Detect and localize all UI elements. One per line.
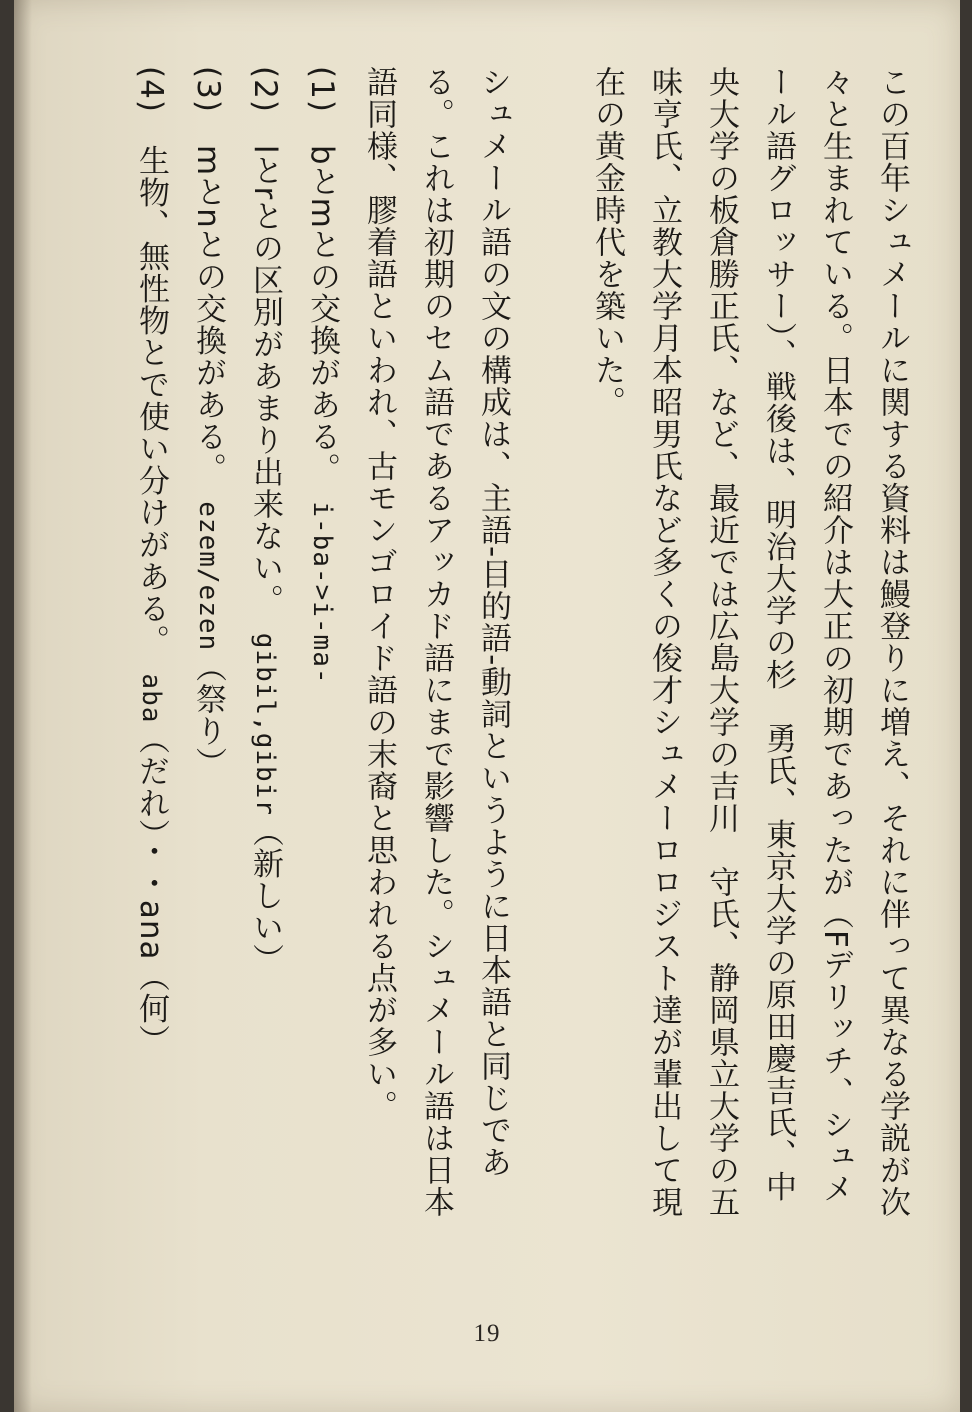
book-page (14, 0, 960, 1412)
list-number: (1) (304, 66, 340, 113)
paragraph-gap (521, 66, 578, 1266)
text-line: 在の黄金時代を築いた。 (589, 66, 625, 418)
text-line: る。これは初期のセム語であるアッカド語にまで影響した。シュメール語は日本 (418, 66, 454, 1218)
list-example: gibil,gibir (250, 632, 280, 816)
list-text: lとrとの区別があまり出来ない。 (247, 144, 283, 601)
list-number: (3) (190, 66, 226, 113)
list-gloss: （だれ）・・ana（何） (133, 723, 169, 1057)
text-line: シュメール語の文の構成は、主語-目的語-動詞というように日本語と同じであ (475, 66, 511, 1179)
text-line: ール語グロッサー）、戦後は、明治大学の杉 勇氏、東京大学の原田慶吉氏、中 (760, 66, 796, 1203)
list-number: (2) (247, 66, 283, 113)
text-line: 々と生まれている。日本での紹介は大正の初期であったが（Fデリッチ、シュメ (817, 66, 853, 1205)
list-text: 生物、無性物とで使い分けがある。 (133, 144, 169, 642)
vertical-body-text (122, 66, 920, 1266)
text-line: 央大学の板倉勝正氏、など、最近では広島大学の吉川 守氏、静岡県立大学の五 (703, 66, 739, 1218)
list-item (236, 66, 293, 1266)
list-gloss: （祭り） (190, 651, 226, 780)
list-item (179, 66, 236, 1266)
list-example: aba (136, 673, 166, 724)
page-number: 19 (473, 1320, 501, 1347)
list-item (122, 66, 179, 1266)
list-text: mとnとの交換がある。 (190, 144, 226, 470)
text-line: 語同様、膠着語といわれ、古モンゴロイド語の末裔と思われる点が多い。 (361, 66, 397, 1122)
list-number: (4) (133, 66, 169, 113)
list-example: i-ba->i-ma- (307, 501, 337, 685)
text-line: この百年シュメールに関する資料は鰻登りに増え、それに伴って異なる学説が次 (874, 66, 910, 1218)
text-line: 味亨氏、立教大学月本昭男氏など多くの俊才シュメーロロジスト達が輩出して現 (646, 66, 682, 1218)
list-item (293, 66, 350, 1266)
list-example: ezem/ezen (193, 501, 223, 652)
list-text: bとmとの交換がある。 (304, 144, 340, 470)
list-gloss: （新しい） (247, 815, 283, 976)
